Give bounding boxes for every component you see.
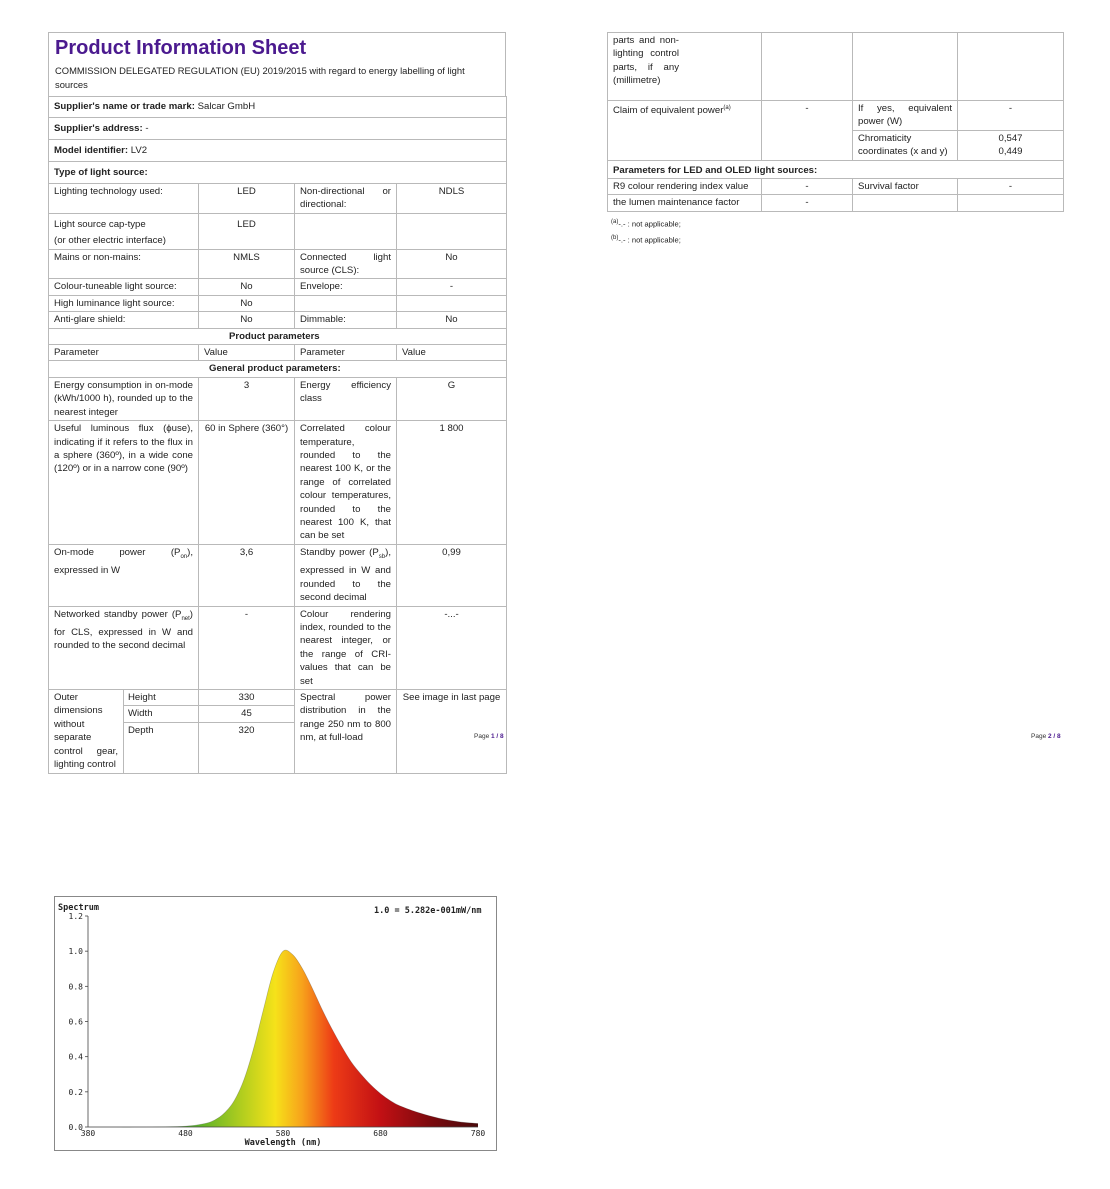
page-2 xyxy=(607,32,1063,245)
parts-label: parts and non-lighting control parts, if any (millimetre) xyxy=(608,33,762,101)
page-2-number: Page 2 / 8 xyxy=(1031,733,1061,740)
y-tick-label: 0.2 xyxy=(68,1087,83,1097)
anti-glare-value: No xyxy=(199,312,295,328)
claim-value: - xyxy=(762,101,853,161)
x-tick-label: 480 xyxy=(178,1129,193,1138)
empty-cell xyxy=(853,33,958,101)
page-title: Product Information Sheet xyxy=(55,37,307,59)
spd-value: See image in last page xyxy=(397,690,507,773)
mains-label: Mains or non-mains: xyxy=(49,249,199,279)
cri-value: -...- xyxy=(397,606,507,689)
tech-value: LED xyxy=(199,184,295,214)
tech-label: Lighting technology used: xyxy=(49,184,199,214)
chart-legend-text: 1.0 = 5.282e-001mW/nm xyxy=(374,906,482,916)
cap-type-cell xyxy=(49,213,199,249)
tuneable-value: No xyxy=(199,279,295,295)
cct-label: Correlated colour temperature, rounded to the nearest 100 K, or the range of correlated colour temperatures, rounded to the nearest 100 K, that can be set xyxy=(295,421,397,545)
height-label: Height xyxy=(124,690,198,706)
spectrum-chart xyxy=(54,896,497,1151)
flux-value: 60 in Sphere (360°) xyxy=(199,421,295,545)
spectrum-chart-svg xyxy=(54,896,497,1151)
dimensions-values xyxy=(199,690,295,773)
chromaticity-y: 0,449 xyxy=(998,146,1023,158)
dimensions-cell xyxy=(49,690,199,773)
y-tick-label: 1.2 xyxy=(68,912,83,921)
on-mode-power-label: On-mode power $(P_{on})$, expressed in W xyxy=(49,545,199,607)
empty-cell xyxy=(397,295,507,311)
page-2-table xyxy=(607,32,1064,212)
anti-glare-label: Anti-glare shield: xyxy=(49,312,199,328)
survival-factor-value: - xyxy=(958,179,1064,195)
supplier-name-value: Salcar GmbH xyxy=(197,101,256,112)
outer-dimensions-label: Outer dimensions without separate control gear, lighting control xyxy=(49,690,124,772)
chromaticity-x: 0,547 xyxy=(998,132,1023,144)
supplier-address-label: Supplier's address: xyxy=(54,123,143,134)
empty-cell xyxy=(958,33,1064,101)
energy-label: Energy consumption in on-mode (kWh/1000 h), rounded up to the nearest integer xyxy=(49,377,199,420)
x-tick-label: 780 xyxy=(470,1129,486,1138)
r9-value: - xyxy=(762,179,853,195)
footnote-a: $^{(a)}$-.- : not applicable; xyxy=(611,218,681,229)
col-parameter: Parameter xyxy=(49,345,199,361)
depth-label: Depth xyxy=(128,724,154,736)
tuneable-label: Colour-tuneable light source: xyxy=(49,279,199,295)
nondir-value: NDLS xyxy=(397,184,507,214)
chart-title: Spectrum xyxy=(58,903,99,913)
envelope-label: Envelope: xyxy=(295,279,397,295)
dimmable-value: No xyxy=(397,312,507,328)
empty-cell xyxy=(397,213,507,249)
x-axis-label: Wavelength (nm) xyxy=(244,1138,322,1148)
efficiency-class-value: G xyxy=(397,377,507,420)
high-luminance-label: High luminance light source: xyxy=(49,295,199,311)
width-label: Width xyxy=(124,706,198,722)
cls-label: Connected light source (CLS): xyxy=(295,249,397,279)
energy-value: 3 xyxy=(199,377,295,420)
lumen-maintenance-label: the lumen maintenance factor xyxy=(608,195,762,211)
model-identifier-label: Model identifier: xyxy=(54,145,129,156)
cls-value: No xyxy=(397,249,507,279)
page-1-number: Page 1 / 8 xyxy=(474,733,504,740)
empty-cell xyxy=(295,213,397,249)
y-tick-label: 0.4 xyxy=(68,1052,83,1062)
height-value: 330 xyxy=(199,690,294,706)
networked-standby-label: Networked standby power $(P_{net})$ for CLS, expressed in W and rounded to the second decimal xyxy=(49,606,199,689)
standby-power-label: Standby power $(P_{sb})$, expressed in W and rounded to the second decimal xyxy=(295,545,397,607)
on-mode-power-value: 3,6 xyxy=(199,545,295,607)
chromaticity-label: Chromaticity coordinates (x and y) xyxy=(853,130,958,160)
footnotes xyxy=(607,215,1063,248)
cap-value: LED xyxy=(199,213,295,249)
col-value-2: Value xyxy=(397,345,507,361)
y-tick-label: 0.0 xyxy=(68,1123,83,1132)
claim-label: Claim of equivalent power$^{(a)}$ xyxy=(608,101,762,161)
y-tick-label: 0.6 xyxy=(68,1017,83,1027)
x-tick-label: 580 xyxy=(275,1129,291,1138)
chromaticity-values xyxy=(958,130,1064,160)
supplier-name-label: Supplier's name or trade mark: xyxy=(54,101,195,112)
dimensions-subtable xyxy=(49,690,198,772)
efficiency-class-label: Energy efficiency class xyxy=(295,377,397,420)
spd-label: Spectral power distribution in the range 250 nm to 800 nm, at full-load xyxy=(295,690,397,773)
cap-label-2: (or other electric interface) xyxy=(54,235,166,247)
envelope-value: - xyxy=(397,279,507,295)
equivalent-power-value: - xyxy=(958,101,1064,131)
empty-cell xyxy=(762,33,853,101)
nondir-label: Non-directional or directional: xyxy=(295,184,397,214)
dimmable-label: Dimmable: xyxy=(295,312,397,328)
flux-label: Useful luminous flux (ϕuse), indicating if it refers to the flux in a sphere (360º), in a wide cone (120º) or in a narrow cone (90º) xyxy=(49,421,199,545)
footnote-b: $^{(b)}$-.- : not applicable; xyxy=(611,235,681,245)
model-identifier-value: LV2 xyxy=(130,145,148,156)
mains-value: NMLS xyxy=(199,249,295,279)
high-luminance-value: No xyxy=(199,295,295,311)
type-heading: Type of light source: xyxy=(49,162,507,184)
standby-power-value: 0,99 xyxy=(397,545,507,607)
general-params-heading: General product parameters: xyxy=(49,361,507,377)
y-tick-label: 0.8 xyxy=(68,982,83,992)
networked-standby-value: - xyxy=(199,606,295,689)
regulation-text: COMMISSION DELEGATED REGULATION (EU) 2019/2015 with regard to energy labelling of light sources xyxy=(55,65,465,90)
x-tick-label: 680 xyxy=(373,1129,388,1138)
r9-label: R9 colour rendering index value xyxy=(608,179,762,195)
product-params-heading: Product parameters xyxy=(49,328,507,344)
empty-cell xyxy=(295,295,397,311)
x-tick-label: 380 xyxy=(80,1129,96,1138)
col-parameter-2: Parameter xyxy=(295,345,397,361)
cct-value: 1 800 xyxy=(397,421,507,545)
y-tick-label: 1.0 xyxy=(68,947,83,957)
survival-factor-label: Survival factor xyxy=(853,179,958,195)
product-info-table xyxy=(48,96,507,774)
cri-label: Colour rendering index, rounded to the nearest integer, or the range of CRI-values that can be set xyxy=(295,606,397,689)
page-1-header xyxy=(48,32,506,96)
equivalent-power-label: If yes, equivalent power (W) xyxy=(853,101,958,131)
supplier-address-value: - xyxy=(145,123,149,134)
col-value: Value xyxy=(199,345,295,361)
width-value: 45 xyxy=(199,706,294,722)
lumen-maintenance-value: - xyxy=(762,195,853,211)
led-params-heading: Parameters for LED and OLED light sources: xyxy=(608,160,1064,178)
empty-cell xyxy=(853,195,958,211)
depth-value: 320 xyxy=(238,724,255,736)
empty-cell xyxy=(958,195,1064,211)
cap-label: Light source cap-type xyxy=(54,218,146,230)
